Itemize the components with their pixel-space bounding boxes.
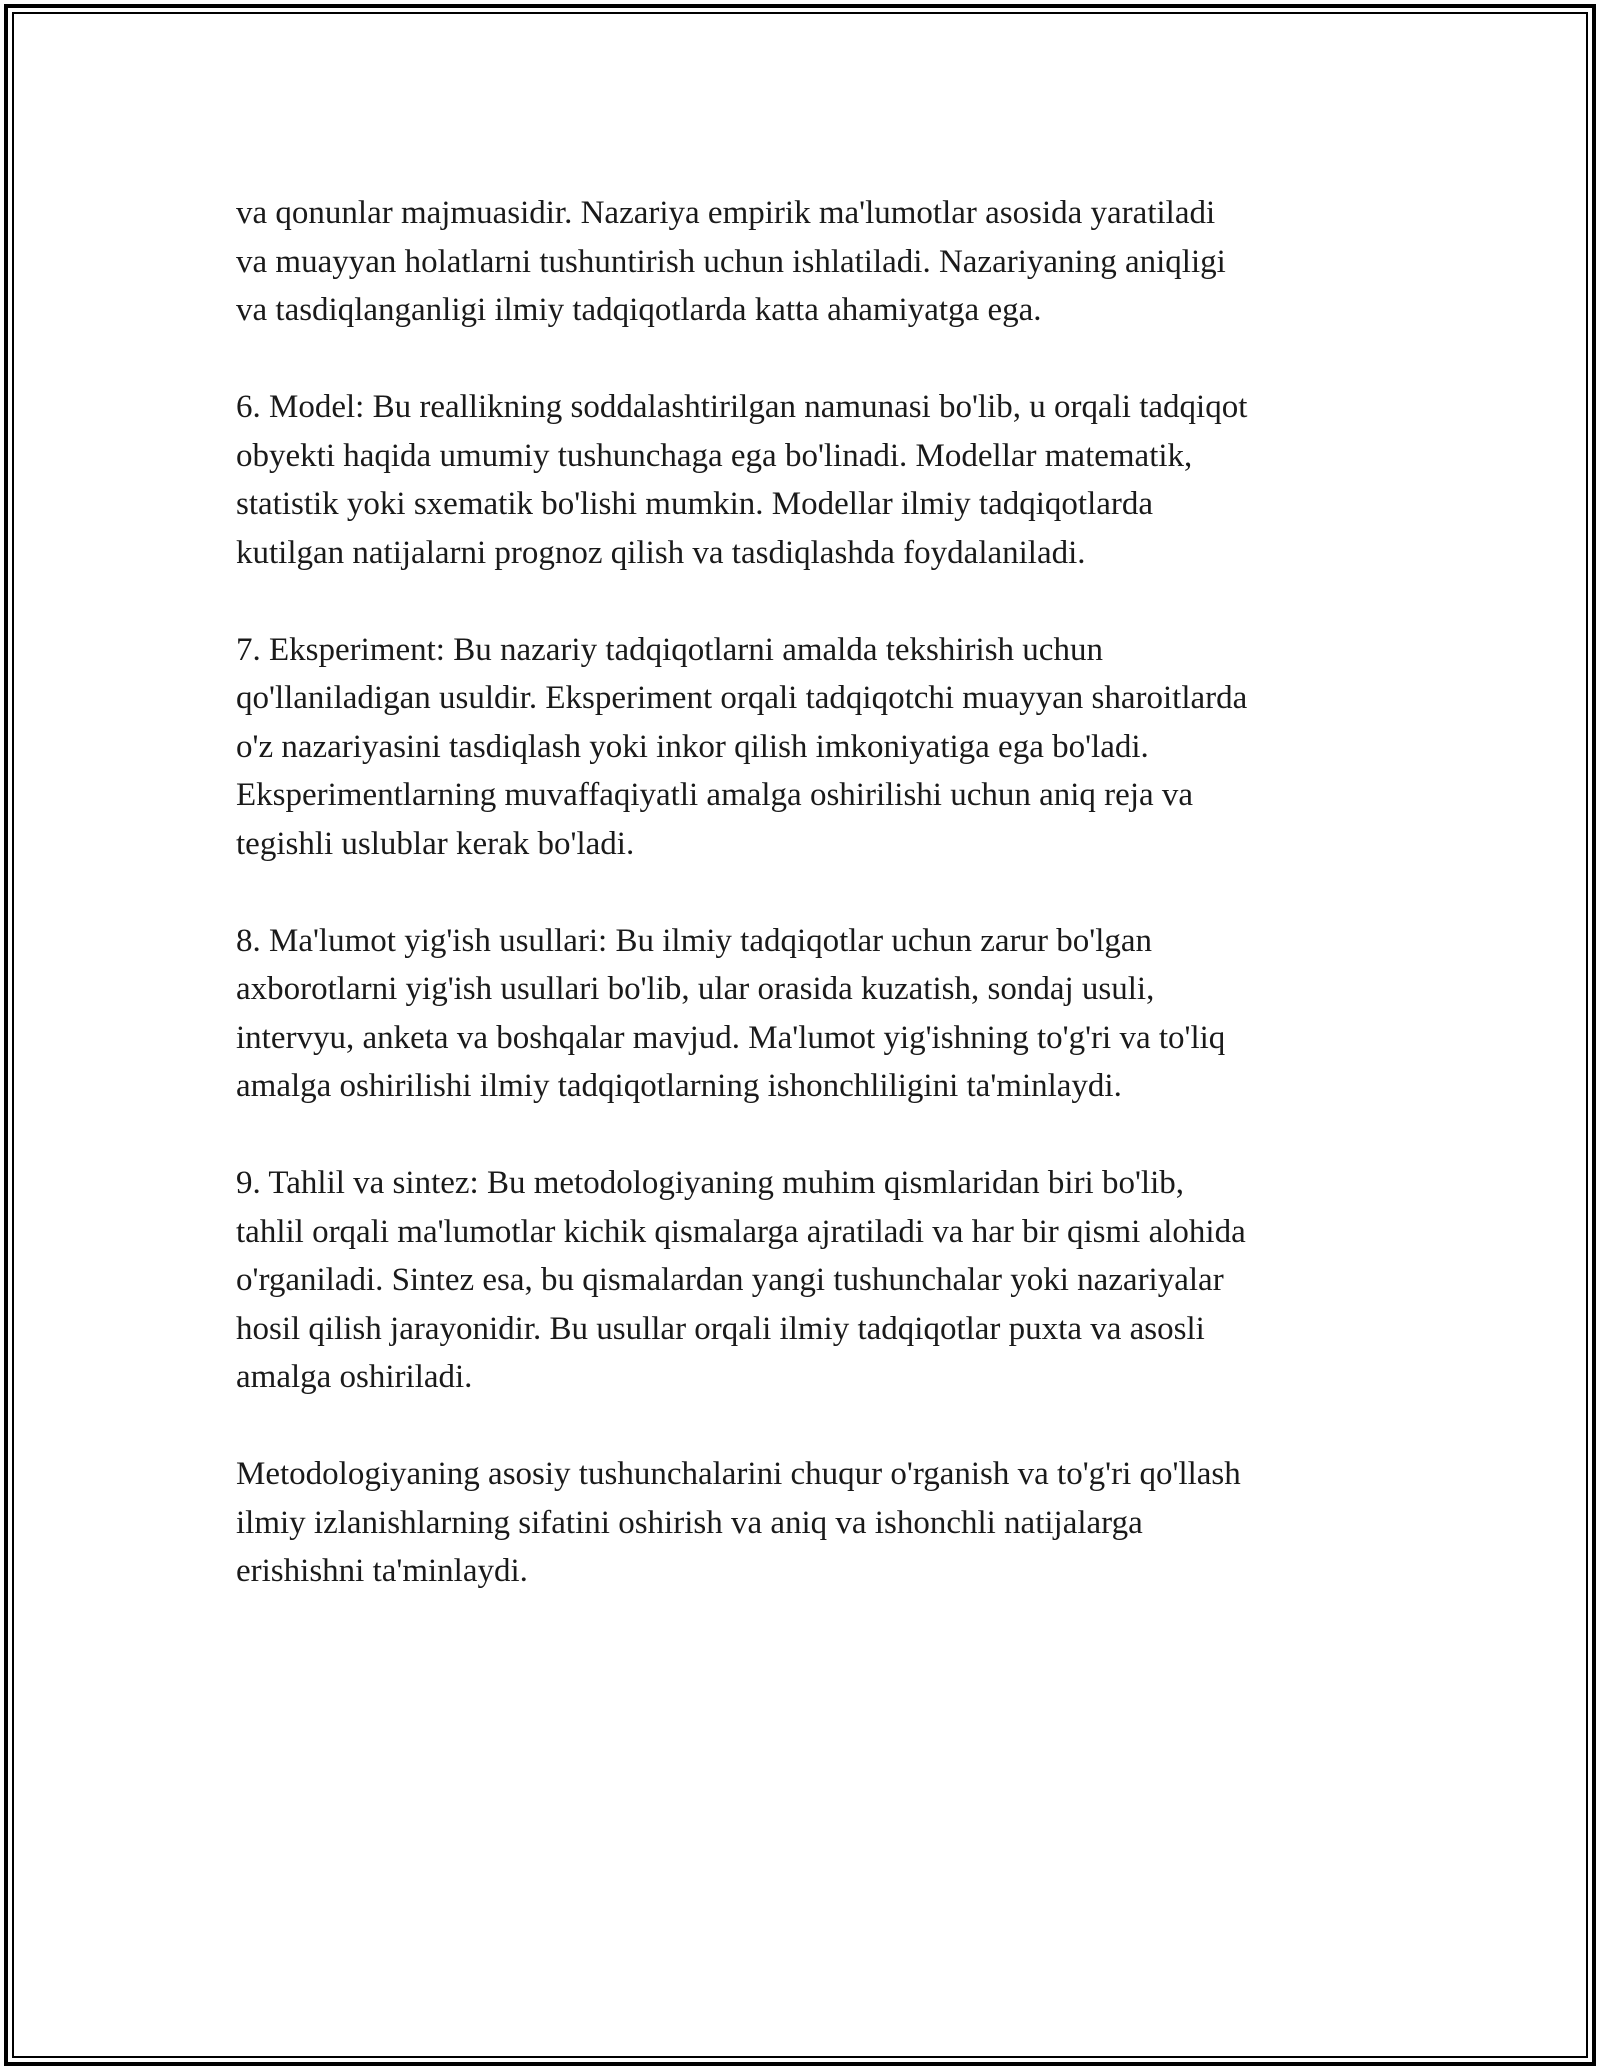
text-line: o'z nazariyasini tasdiqlash yoki inkor qilish imkoniyatiga ega bo'ladi.: [236, 728, 1149, 765]
text-line: va tasdiqlanganligi ilmiy tadqiqotlarda katta ahamiyatga ega.: [236, 292, 1042, 328]
text-line: tahlil orqali ma'lumotlar kichik qismalarga ajratiladi va har bir qismi alohida: [236, 1213, 1246, 1250]
text-line: intervyu, anketa va boshqalar mavjud. Ma'lumot yig'ishning to'g'ri va to'liq: [236, 1019, 1226, 1056]
text-line: va qonunlar majmuasidir. Nazariya empirik ma'lumotlar asosida yaratiladi: [236, 195, 1216, 231]
paragraph: [236, 189, 1386, 335]
text-line: erishishni ta'minlaydi.: [236, 1553, 528, 1589]
text-line: o'rganiladi. Sintez esa, bu qismalardan yangi tushunchalar yoki nazariyalar: [236, 1262, 1224, 1298]
text-line: ilmiy izlanishlarning sifatini oshirish va aniq va ishonchli natijalarga: [236, 1504, 1143, 1541]
text-line: 9. Tahlil va sintez: Bu metodologiyaning muhim qismlaridan biri bo'lib,: [236, 1165, 1185, 1201]
text-line: hosil qilish jarayonidir. Bu usullar orqali ilmiy tadqiqotlar puxta va asosli: [236, 1310, 1205, 1347]
paragraph: [236, 1450, 1386, 1596]
text-line: axborotlarni yig'ish usullari bo'lib, ular orasida kuzatish, sondaj usuli,: [236, 971, 1155, 1007]
paragraph: [236, 626, 1386, 869]
paragraph: [236, 917, 1386, 1111]
text-line: qo'llaniladigan usuldir. Eksperiment orqali tadqiqotchi muayyan sharoitlarda: [236, 680, 1248, 716]
text-line: va muayyan holatlarni tushuntirish uchun ishlatiladi. Nazariyaning aniqligi: [236, 243, 1226, 280]
text-line: 6. Model: Bu reallikning soddalashtirilgan namunasi bo'lib, u orqali tadqiqot: [236, 389, 1248, 425]
text-line: 8. Ma'lumot yig'ish usullari: Bu ilmiy tadqiqotlar uchun zarur bo'lgan: [236, 922, 1153, 959]
text-line: 7. Eksperiment: Bu nazariy tadqiqotlarni amalda tekshirish uchun: [236, 631, 1103, 668]
text-line: statistik yoki sxematik bo'lishi mumkin. Modellar ilmiy tadqiqotlarda: [236, 486, 1154, 522]
paragraph: [236, 1159, 1386, 1402]
text-line: Metodologiyaning asosiy tushunchalarini chuqur o'rganish va to'g'ri qo'llash: [236, 1456, 1241, 1492]
text-line: obyekti haqida umumiy tushunchaga ega bo'linadi. Modellar matematik,: [236, 437, 1193, 474]
text-line: amalga oshirilishi ilmiy tadqiqotlarning ishonchliligini ta'minlaydi.: [236, 1068, 1122, 1104]
text-line: kutilgan natijalarni prognoz qilish va tasdiqlashda foydalaniladi.: [236, 534, 1086, 571]
text-line: tegishli uslublar kerak bo'ladi.: [236, 825, 635, 862]
text-line: Eksperimentlarning muvaffaqiyatli amalga oshirilishi uchun aniq reja va: [236, 777, 1194, 813]
paragraph: [236, 383, 1386, 577]
text-line: amalga oshiriladi.: [236, 1359, 473, 1395]
document-page: [236, 189, 1386, 1644]
